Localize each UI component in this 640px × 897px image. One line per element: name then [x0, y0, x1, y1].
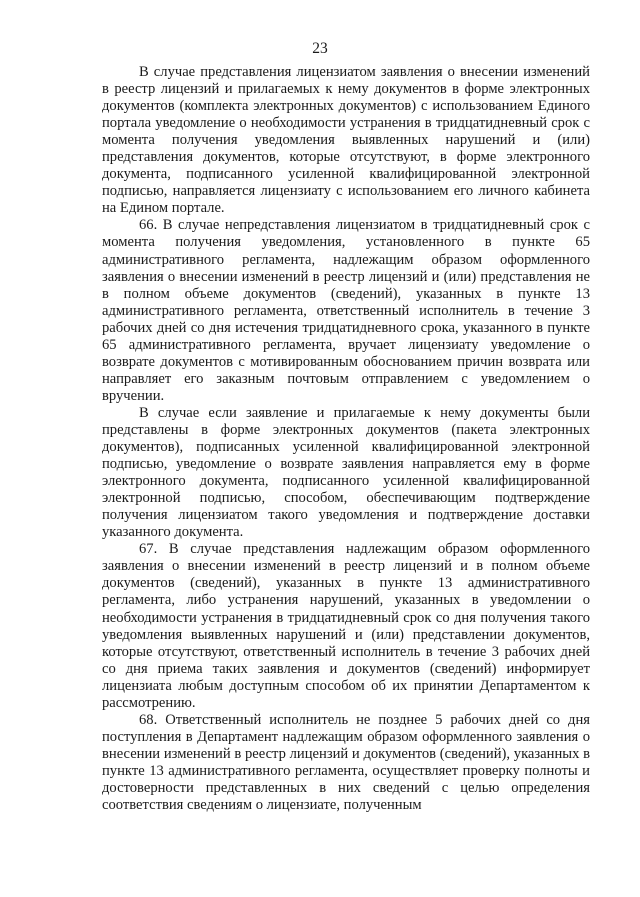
document-body	[102, 64, 590, 814]
paragraph-67: 67. В случае представления надлежащим образом оформленного заявления о внесении изменений в реестр лицензий и в полном объеме документов (сведений), указанных в пункте 13 административного регламента, либо устранения нарушений, указанных в уведомлении о необходимости устранения в тридцатидневный срок со дня получения такого уведомления выявленных нарушений и (или) представлении документов, которые отсутствуют, ответственный исполнитель в течение 3 рабочих дней со дня приема таких заявления и документов (сведений) информирует лицензиата любым доступным способом об их принятии Департаментом к рассмотрению.	[102, 541, 590, 711]
paragraph-66: 66. В случае непредставления лицензиатом в тридцатидневный срок с момента получения уведомления, установленного в пункте 65 административного регламента, надлежащим образом оформленного заявления о внесении изменений в реестр лицензий и (или) представления не в полном объеме документов (сведений), указанных в пункте 13 административного регламента, ответственный исполнитель в течение 3 рабочих дней со дня истечения тридцатидневного срока, указанного в пункте 65 административного регламента, вручает лицензиату уведомление о возврате документов с мотивированным обоснованием причин возврата или направляет его заказным почтовым отправлением с уведомлением о вручении.	[102, 217, 590, 404]
paragraph-66-electronic: В случае если заявление и прилагаемые к нему документы были представлены в форме электронных документов (пакета электронных документов), подписанных усиленной квалифицированной электронной подписью, уведомление о возврате заявления направляется ему в форме электронного документа, подписанного усиленной квалифицированной электронной подписью, способом, обеспечивающим подтверждение получения лицензиатом такого уведомления и подтверждение доставки указанного документа.	[102, 404, 590, 541]
paragraph-intro: В случае представления лицензиатом заявления о внесении изменений в реестр лицензий и прилагаемых к нему документов в форме электронных документов (комплекта электронных документов) с использованием Единого портала уведомление о необходимости устранения в тридцатидневный срок с момента получения уведомления выявленных нарушений и (или) представления документов, которые отсутствуют, в форме электронного документа, подписанного усиленной квалифицированной электронной подписью, направляется лицензиату с использованием его личного кабинета на Едином портале.	[102, 64, 590, 217]
paragraph-68: 68. Ответственный исполнитель не позднее 5 рабочих дней со дня поступления в Департамент надлежащим образом оформленного заявления о внесении изменений в реестр лицензий и документов (сведений), указанных в пункте 13 административного регламента, осуществляет проверку полноты и достоверности представленных в них сведений с целью определения соответствия сведениям о лицензиате, полученным	[102, 711, 590, 814]
page-number: 23	[312, 40, 328, 57]
